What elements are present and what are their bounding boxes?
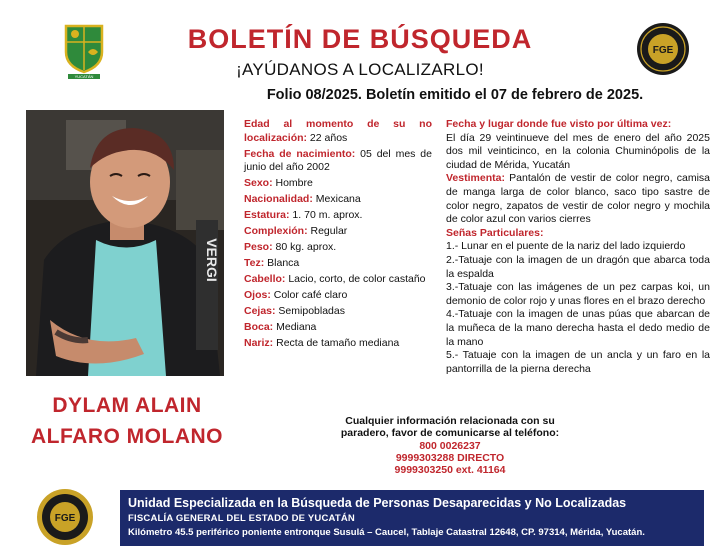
circumstances-section [446,118,710,376]
footer-band [120,490,704,546]
svg-text:VERGI: VERGI [204,238,220,282]
missing-person-photo [26,110,224,376]
detail-mouth: Boca: Mediana [244,321,317,334]
detail-age: Edad al momento de su no localización: 22 años [244,118,432,144]
mark-item: 4.-Tatuaje con la imagen de unas púas que abarcan de la muñeca de la mano derecha hasta el dedo medio de la mano [446,308,710,348]
physical-description [244,118,432,353]
person-name-last: ALFARO MOLANO [31,425,223,448]
bulletin-subtitle: ¡AYÚDANOS A LOCALIZARLO! [236,60,484,79]
yucatan-coat-of-arms-logo [62,22,106,80]
detail-eyebrows: Cejas: Semipobladas [244,305,345,318]
contact-line-1: Cualquier información relacionada con su [345,415,555,427]
detail-hair: Cabello: Lacio, corto, de color castaño [244,273,426,286]
last-seen-label: Fecha y lugar donde fue visto por última vez: [446,118,672,130]
detail-complexion: Tez: Blanca [244,257,300,270]
detail-sex: Sexo: Hombre [244,177,313,190]
person-name-first: DYLAM ALAIN [52,394,202,417]
detail-nationality: Nacionalidad: Mexicana [244,193,361,206]
fge-seal-bottom-text: FGE [54,513,76,524]
footer-agency-name: FISCALÍA GENERAL DEL ESTADO DE YUCATÁN [128,513,355,524]
phone-number[interactable]: 9999303288 DIRECTO [395,451,505,464]
detail-birthdate: Fecha de nacimiento: 05 del mes de junio del año 2002 [244,147,432,174]
marks-label: Señas Particulares: [446,226,544,239]
fge-seal-text: FGE [652,45,674,56]
detail-eyes: Ojos: Color café claro [244,289,348,302]
footer-address: Kilómetro 45.5 periférico poniente entronque Susulá – Caucel, Tablaje Catastral 12648, CP. 97314, Mérida, Yucatán. [128,527,645,538]
footer-unit-name: Unidad Especializada en la Búsqueda de Personas Desaparecidas y No Localizadas [128,496,627,510]
detail-nose: Nariz: Recta de tamaño mediana [244,337,400,349]
mark-item: 1.- Lunar en el puente de la nariz del lado izquierdo [446,240,686,253]
clothing-description: Vestimenta: Pantalón de vestir de color negro, camisa de manga larga de color blanco, saco tipo sastre de color negro, zapatos de vestir de color negro y mochila de color azul con varios cierres [446,172,710,226]
contact-info [300,415,600,476]
detail-build: Complexión: Regular [244,225,348,238]
mark-item: 3.-Tatuaje con las imágenes de un pez carpas koi, un demonio de color rojo y unas flores en el brazo derecho [446,281,710,307]
detail-height: Estatura: 1. 70 m. aprox. [244,209,363,222]
bulletin-title: BOLETÍN DE BÚSQUEDA [187,24,533,54]
phone-number[interactable]: 800 0026237 [419,439,481,452]
fge-seal-bottom-logo [36,488,94,546]
mark-item: 2.-Tatuaje con la imagen de un dragón que abarca toda la espalda [446,253,710,280]
contact-line-2: paradero, favor de comunicarse al teléfono: [340,427,560,440]
last-seen-text: El día 29 veintinueve del mes de enero del año 2025 dos mil veinticinco, en la colonia Chuminópolis de la ciudad de Mérida, Yucatán [446,131,710,171]
folio-line: Folio 08/2025. Boletín emitido el 07 de febrero de 2025. [266,87,644,103]
phone-number[interactable]: 9999303250 ext. 41164 [394,464,506,477]
mark-item: 5.- Tatuaje con la imagen de un ancla y un faro en la pantorrilla de la pierna derecha [446,349,710,375]
coat-of-arms-caption: YUCATÁN [74,74,94,80]
detail-weight: Peso: 80 kg. aprox. [244,241,337,254]
fge-seal-logo [636,22,690,76]
